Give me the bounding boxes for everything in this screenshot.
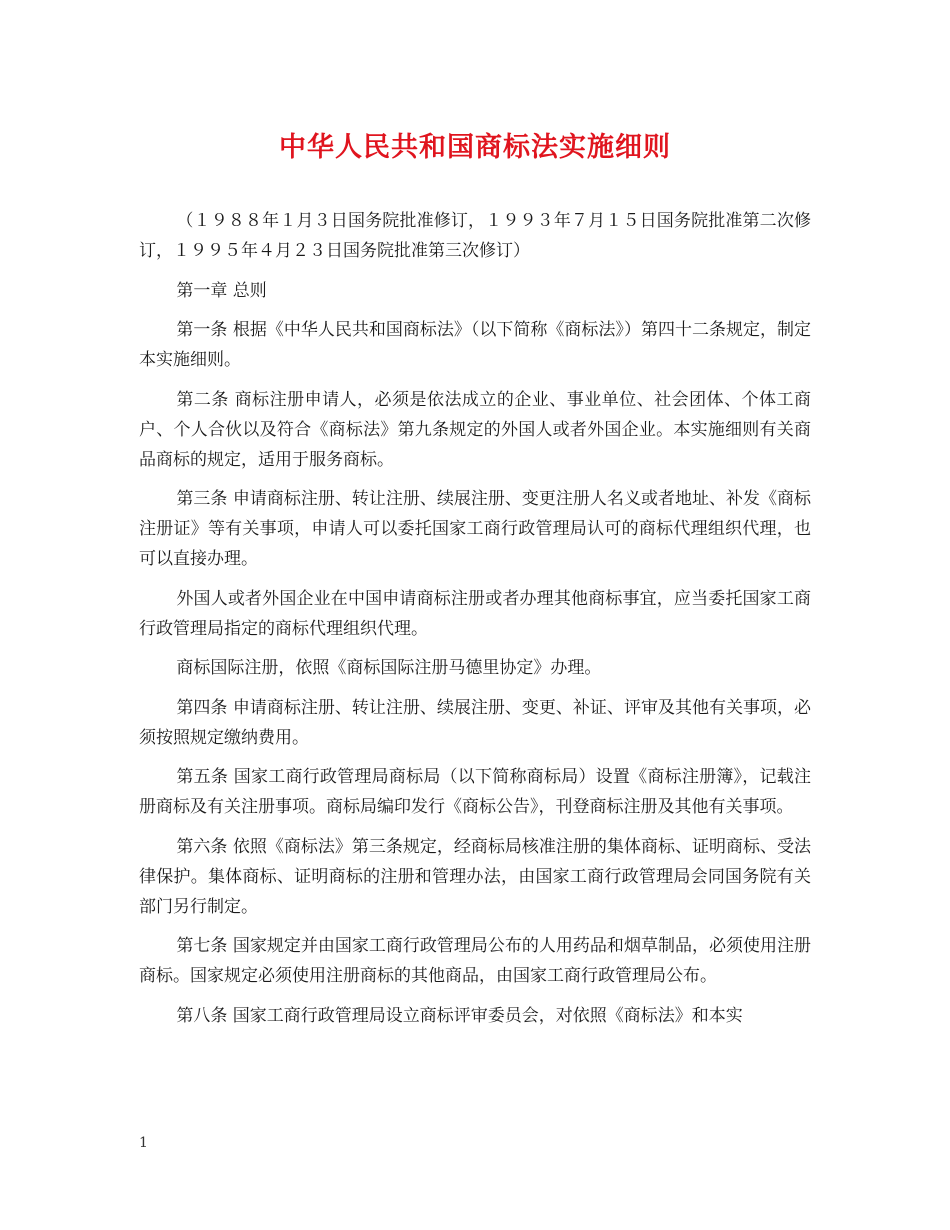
paragraph-article-1: 第一条 根据《中华人民共和国商标法》（以下简称《商标法》）第四十二条规定，制定本实施细则。: [139, 320, 811, 370]
paragraph-article-2: 第二条 商标注册申请人，必须是依法成立的企业、事业单位、社会团体、个体工商户、个人合伙以及符合《商标法》第九条规定的外国人或者外国企业。本实施细则有关商品商标的规定，适用于服务商标。: [139, 389, 811, 470]
paragraph-article-5: 第五条 国家工商行政管理局商标局（以下简称商标局）设置《商标注册簿》，记载注册商标及有关注册事项。商标局编印发行《商标公告》，刊登商标注册及其他有关事项。: [139, 767, 811, 817]
paragraph-article-3: 第三条 申请商标注册、转让注册、续展注册、变更注册人名义或者地址、补发《商标注册证》等有关事项，申请人可以委托国家工商行政管理局认可的商标代理组织代理，也可以直接办理。: [139, 489, 811, 569]
paragraph-article-6: 第六条 依照《商标法》第三条规定，经商标局核准注册的集体商标、证明商标、受法律保护。集体商标、证明商标的注册和管理办法，由国家工商行政管理局会同国务院有关部门另行制定。: [139, 836, 811, 917]
document-title: 中华人民共和国商标法实施细则: [279, 132, 671, 163]
page-number: 1: [139, 1135, 148, 1151]
paragraph-article-8: 第八条 国家工商行政管理局设立商标评审委员会，对依照《商标法》和本实: [176, 1005, 743, 1026]
paragraph-revision-note: （１９８８年１月３日国务院批准修订，１９９３年７月１５日国务院批准第二次修订，１９９５年４月２３日国务院批准第三次修订）: [139, 211, 811, 261]
paragraph-article-3-foreign: 外国人或者外国企业在中国申请商标注册或者办理其他商标事宜，应当委托国家工商行政管理局指定的商标代理组织代理。: [139, 588, 811, 639]
chapter-heading: 第一章 总则: [176, 280, 267, 301]
paragraph-article-4: 第四条 申请商标注册、转让注册、续展注册、变更、补证、评审及其他有关事项，必须按照规定缴纳费用。: [139, 697, 811, 748]
paragraph-article-3-international: 商标国际注册，依照《商标国际注册马德里协定》办理。: [176, 658, 602, 678]
document-body: [139, 206, 811, 1040]
paragraph-article-7: 第七条 国家规定并由国家工商行政管理局公布的人用药品和烟草制品，必须使用注册商标。国家规定必须使用注册商标的其他商品，由国家工商行政管理局公布。: [139, 936, 811, 986]
